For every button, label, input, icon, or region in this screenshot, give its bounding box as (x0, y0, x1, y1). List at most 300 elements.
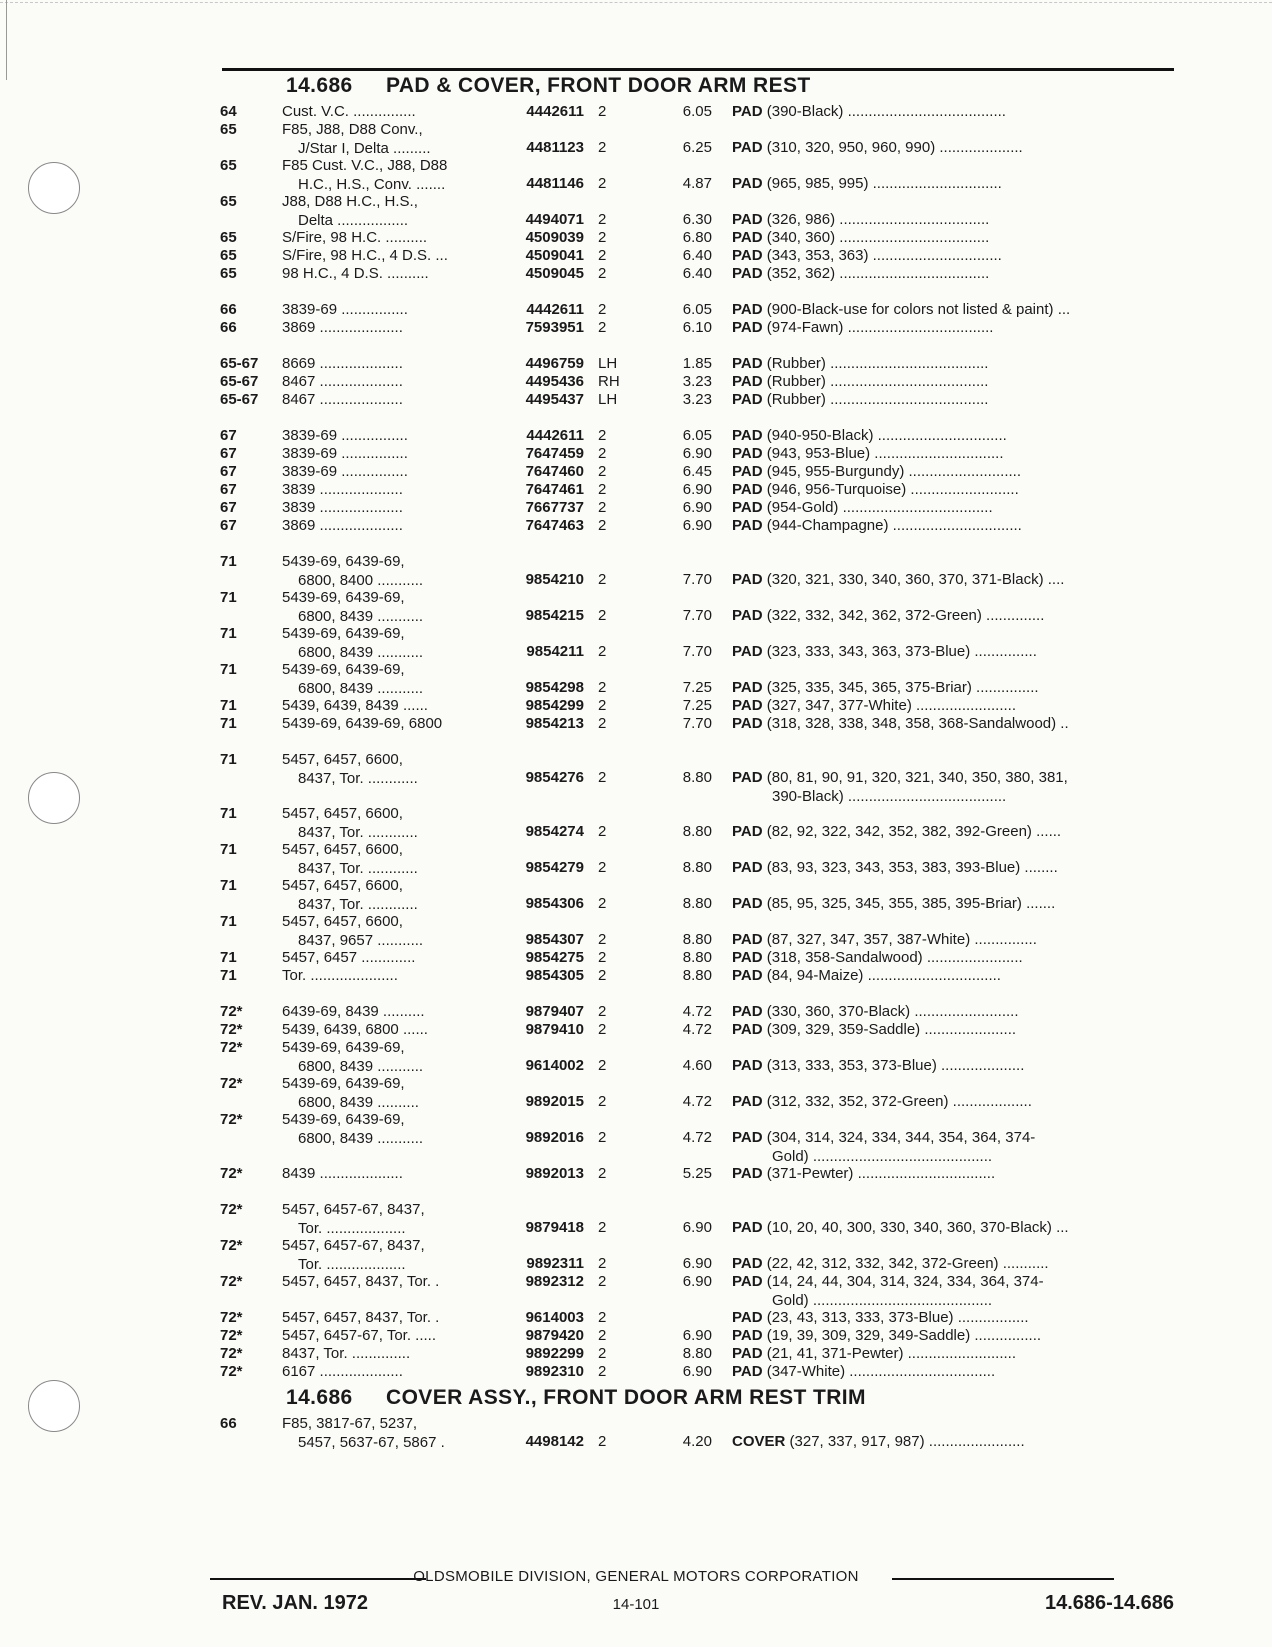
model-line: 98 H.C., 4 D.S. .......... (282, 265, 429, 282)
description-line: (318, 328, 338, 348, 358, 368-Sandalwood) .. (762, 715, 1069, 732)
description (732, 318, 1172, 337)
price: 7.25 (682, 697, 712, 714)
model-application (282, 462, 494, 481)
model-year: 71 (220, 697, 237, 714)
quantity: 2 (598, 481, 607, 498)
table-row (0, 624, 1272, 662)
table-row (0, 1110, 1272, 1165)
model-line: 6800, 8400 ........... (298, 572, 424, 589)
description (732, 714, 1172, 733)
part-number: 9892310 (525, 1363, 584, 1380)
part-name: PAD (732, 1057, 763, 1074)
price: 7.70 (682, 607, 712, 624)
part-number: 9892311 (526, 1255, 584, 1272)
model-application (282, 1414, 494, 1452)
quantity: 2 (598, 967, 607, 984)
quantity: 2 (598, 1327, 607, 1344)
section-number: 14.686 (286, 1386, 353, 1409)
quantity: 2 (598, 607, 607, 624)
model-line: 3839-69 ................ (282, 463, 408, 480)
model-year: 67 (220, 463, 237, 480)
description-line: (940-950-Black) ............................... (762, 427, 1007, 444)
description (732, 516, 1172, 535)
description (732, 1344, 1172, 1363)
model-line: 5439-69, 6439-69, (282, 1039, 405, 1056)
part-name: PAD (732, 517, 763, 534)
model-line: 8437, Tor. .............. (282, 1345, 411, 1362)
model-application (282, 372, 494, 391)
description-line: (390-Black) ...................................... (762, 103, 1006, 120)
description-line: (80, 81, 90, 91, 320, 321, 340, 350, 380, 381, (762, 769, 1068, 786)
price: 8.80 (682, 967, 712, 984)
description (732, 1092, 1172, 1111)
section-title (286, 74, 811, 98)
description (732, 462, 1172, 481)
description-line: (313, 333, 353, 373-Blue) .................... (762, 1057, 1025, 1074)
table-row (0, 912, 1272, 950)
quantity: 2 (598, 1165, 607, 1182)
description-line: (347-White) ................................... (762, 1363, 996, 1380)
table-row (0, 264, 1272, 302)
footer-company: OLDSMOBILE DIVISION, GENERAL MOTORS CORPORATION (413, 1568, 859, 1585)
model-year: 65 (220, 265, 237, 282)
part-number: 9854210 (525, 571, 584, 588)
part-name: PAD (732, 643, 763, 660)
table-row (0, 120, 1272, 158)
description (732, 1254, 1172, 1273)
model-application (282, 750, 494, 788)
model-line: 5457, 5637-67, 5867 . (298, 1434, 445, 1451)
part-name: PAD (732, 949, 763, 966)
description-line: (19, 39, 309, 329, 349-Saddle) ................ (762, 1327, 1042, 1344)
quantity: 2 (598, 1057, 607, 1074)
model-year: 72* (220, 1273, 243, 1290)
description (732, 678, 1172, 697)
model-line: 5457, 6457 ............. (282, 949, 416, 966)
quantity: 2 (598, 211, 607, 228)
model-year: 67 (220, 499, 237, 516)
description-line: (371-Pewter) ................................. (762, 1165, 996, 1182)
description-line: (343, 353, 363) ............................... (762, 247, 1002, 264)
model-year: 71 (220, 967, 237, 984)
part-name: PAD (732, 373, 763, 390)
model-application (282, 300, 494, 319)
model-application (282, 246, 494, 265)
model-line: F85, 3817-67, 5237, (282, 1415, 418, 1432)
price: 6.80 (682, 229, 712, 246)
model-application (282, 516, 494, 535)
description-line: (965, 985, 995) ............................... (762, 175, 1002, 192)
price: 4.20 (682, 1433, 712, 1450)
description-line: (85, 95, 325, 345, 355, 385, 395-Briar) ....... (762, 895, 1056, 912)
model-line: 8467 .................... (282, 373, 403, 390)
part-number: 7647459 (525, 445, 584, 462)
description-line: (320, 321, 330, 340, 360, 370, 371-Black) .... (762, 571, 1065, 588)
part-number: 4496759 (525, 355, 584, 372)
description (732, 696, 1172, 715)
quantity: 2 (598, 175, 607, 192)
quantity: 2 (598, 445, 607, 462)
model-application (282, 552, 494, 590)
price: 6.05 (682, 103, 712, 120)
part-number: 9854299 (525, 697, 584, 714)
model-application (282, 1038, 494, 1076)
description-line: (352, 362) .................................... (762, 265, 990, 282)
part-name: PAD (732, 895, 763, 912)
model-line: 3839 .................... (282, 499, 403, 516)
model-application (282, 948, 494, 967)
model-year: 72* (220, 1237, 243, 1254)
model-application (282, 102, 494, 121)
model-year: 67 (220, 517, 237, 534)
model-line: 5457, 6457, 6600, (282, 913, 403, 930)
part-number: 4495436 (525, 373, 584, 390)
description-line: (14, 24, 44, 304, 314, 324, 334, 364, 374- (762, 1273, 1044, 1290)
model-year: 71 (220, 949, 237, 966)
description-line: (23, 43, 313, 333, 373-Blue) ................. (762, 1309, 1029, 1326)
price: 4.87 (682, 175, 712, 192)
model-line: 6439-69, 8439 .......... (282, 1003, 425, 1020)
description-line: (312, 332, 352, 372-Green) ................... (762, 1093, 1032, 1110)
description-line: (325, 335, 345, 365, 375-Briar) ............... (762, 679, 1039, 696)
part-name: PAD (732, 1309, 763, 1326)
model-line: 8439 .................... (282, 1165, 403, 1182)
description (732, 1020, 1172, 1039)
model-year: 72* (220, 1039, 243, 1056)
table-row (0, 1038, 1272, 1076)
description-line: (Rubber) ...................................... (762, 391, 989, 408)
part-name: PAD (732, 823, 763, 840)
description (732, 1362, 1172, 1381)
price: 7.70 (682, 571, 712, 588)
description (732, 966, 1172, 985)
model-line: 5457, 6457, 6600, (282, 841, 403, 858)
description (732, 1432, 1172, 1451)
top-rule (222, 68, 1174, 71)
description (732, 444, 1172, 463)
model-application (282, 1164, 494, 1183)
quantity: 2 (598, 643, 607, 660)
model-year: 72* (220, 1075, 243, 1092)
quantity: 2 (598, 1021, 607, 1038)
model-year: 65 (220, 157, 237, 174)
model-year: 65 (220, 247, 237, 264)
model-year: 65 (220, 121, 237, 138)
model-line: 3839-69 ................ (282, 445, 408, 462)
part-name: PAD (732, 1219, 763, 1236)
price: 8.80 (682, 823, 712, 840)
description (732, 768, 1172, 806)
description-line: (310, 320, 950, 960, 990) .................... (762, 139, 1023, 156)
price: 6.05 (682, 301, 712, 318)
table-row (0, 588, 1272, 626)
model-year: 71 (220, 805, 237, 822)
part-name: PAD (732, 1273, 763, 1290)
table-row (0, 318, 1272, 356)
model-application (282, 1362, 494, 1381)
description-line: (327, 337, 917, 987) ....................... (785, 1433, 1025, 1450)
price: 4.72 (682, 1093, 712, 1110)
model-application (282, 1200, 494, 1238)
description (732, 480, 1172, 499)
model-year: 71 (220, 589, 237, 606)
quantity: 2 (598, 1003, 607, 1020)
price: 8.80 (682, 949, 712, 966)
quantity: LH (598, 355, 618, 372)
part-number: 9854215 (525, 607, 584, 624)
quantity: 2 (598, 1129, 607, 1146)
model-year: 65-67 (220, 391, 259, 408)
table-row (0, 1074, 1272, 1112)
quantity: 2 (598, 697, 607, 714)
model-application (282, 1326, 494, 1345)
section-title (286, 1386, 866, 1410)
table-row (0, 156, 1272, 194)
part-number: 9854213 (525, 715, 584, 732)
description-line: (Rubber) ...................................... (762, 355, 989, 372)
model-year: 71 (220, 625, 237, 642)
part-name: PAD (732, 571, 763, 588)
model-application (282, 228, 494, 247)
model-line: Tor. ..................... (282, 967, 398, 984)
description (732, 372, 1172, 391)
quantity: 2 (598, 679, 607, 696)
model-line: 5439-69, 6439-69, (282, 553, 405, 570)
part-number: 9892299 (525, 1345, 584, 1362)
description-line: (22, 42, 312, 332, 342, 372-Green) ........... (762, 1255, 1049, 1272)
description-line: Gold) ........................................... (772, 1148, 993, 1165)
model-application (282, 714, 494, 733)
model-line: 8437, Tor. ............ (298, 770, 418, 787)
description-line: (974-Fawn) ................................... (762, 319, 994, 336)
description-line: (944-Champagne) ............................... (762, 517, 1022, 534)
part-name: PAD (732, 697, 763, 714)
part-number: 9892013 (525, 1165, 584, 1182)
part-number: 7593951 (525, 319, 584, 336)
model-year: 67 (220, 427, 237, 444)
part-name: PAD (732, 1327, 763, 1344)
price: 4.60 (682, 1057, 712, 1074)
model-year: 65 (220, 193, 237, 210)
quantity: 2 (598, 1433, 607, 1450)
model-line: 5439-69, 6439-69, (282, 1111, 405, 1128)
quantity: 2 (598, 463, 607, 480)
part-name: PAD (732, 229, 763, 246)
part-number: 4481123 (526, 139, 584, 156)
model-application (282, 804, 494, 842)
table-row (0, 840, 1272, 878)
quantity: 2 (598, 1309, 607, 1326)
model-application (282, 624, 494, 662)
part-number: 9879407 (525, 1003, 584, 1020)
price: 6.90 (682, 481, 712, 498)
part-name: PAD (732, 391, 763, 408)
description (732, 354, 1172, 373)
part-name: PAD (732, 967, 763, 984)
part-name: PAD (732, 175, 763, 192)
description (732, 822, 1172, 841)
table-row (0, 804, 1272, 842)
part-number: 9879418 (525, 1219, 584, 1236)
model-line: S/Fire, 98 H.C., 4 D.S. ... (282, 247, 448, 264)
model-year: 65 (220, 229, 237, 246)
model-line: Delta ................. (298, 212, 409, 229)
model-line: 5457, 6457, 8437, Tor. . (282, 1309, 440, 1326)
part-name: PAD (732, 1255, 763, 1272)
price: 6.05 (682, 427, 712, 444)
description-line: (304, 314, 324, 334, 344, 354, 364, 374- (762, 1129, 1036, 1146)
model-line: 8437, Tor. ............ (298, 824, 418, 841)
part-name: PAD (732, 715, 763, 732)
model-line: 5457, 6457, 6600, (282, 805, 403, 822)
model-line: 6800, 8439 .......... (298, 1094, 419, 1111)
part-name: PAD (732, 319, 763, 336)
part-name: PAD (732, 859, 763, 876)
description (732, 228, 1172, 247)
part-name: PAD (732, 769, 763, 786)
description-line: (946, 956-Turquoise) .......................... (762, 481, 1019, 498)
description-line: (326, 986) .................................... (762, 211, 990, 228)
table-row (0, 390, 1272, 428)
description-line: (82, 92, 322, 342, 352, 382, 392-Green) ...... (762, 823, 1062, 840)
model-line: 8467 .................... (282, 391, 403, 408)
part-name: PAD (732, 679, 763, 696)
model-line: J/Star I, Delta ......... (298, 140, 431, 157)
quantity: 2 (598, 895, 607, 912)
description (732, 948, 1172, 967)
part-number: 4442611 (526, 301, 584, 318)
model-line: 5457, 6457-67, 8437, (282, 1237, 425, 1254)
part-number: 7647463 (525, 517, 584, 534)
part-number: 9614003 (525, 1309, 584, 1326)
table-row (0, 516, 1272, 554)
part-number: 7647460 (525, 463, 584, 480)
part-name: PAD (732, 1003, 763, 1020)
table-row (0, 750, 1272, 805)
model-line: 5439-69, 6439-69, (282, 1075, 405, 1092)
part-number: 4498142 (525, 1433, 584, 1450)
description (732, 300, 1172, 319)
price: 6.30 (682, 211, 712, 228)
price: 3.23 (682, 373, 712, 390)
model-application (282, 120, 494, 158)
section-name: PAD & COVER, FRONT DOOR ARM REST (386, 74, 811, 97)
model-line: 5457, 6457-67, Tor. ..... (282, 1327, 436, 1344)
model-line: 5439-69, 6439-69, (282, 661, 405, 678)
quantity: 2 (598, 1093, 607, 1110)
description (732, 174, 1172, 193)
table-row (0, 1200, 1272, 1238)
description-line: (87, 327, 347, 357, 387-White) ............... (762, 931, 1037, 948)
model-year: 72* (220, 1021, 243, 1038)
part-number: 4442611 (526, 427, 584, 444)
quantity: 2 (598, 301, 607, 318)
part-name: COVER (732, 1433, 786, 1450)
model-line: 6800, 8439 ........... (298, 644, 424, 661)
price: 6.40 (682, 265, 712, 282)
part-number: 4509039 (525, 229, 584, 246)
model-year: 72* (220, 1309, 243, 1326)
model-application (282, 912, 494, 950)
table-row (0, 1414, 1272, 1452)
model-line: Tor. ................... (298, 1256, 406, 1273)
model-application (282, 426, 494, 445)
price: 6.90 (682, 1273, 712, 1290)
part-name: PAD (732, 1093, 763, 1110)
table-row (0, 660, 1272, 698)
model-line: 5439-69, 6439-69, (282, 625, 405, 642)
model-year: 71 (220, 751, 237, 768)
part-name: PAD (732, 1345, 763, 1362)
model-year: 67 (220, 445, 237, 462)
model-line: J88, D88 H.C., H.S., (282, 193, 418, 210)
section-range: 14.686-14.686 (1044, 1592, 1174, 1614)
part-name: PAD (732, 481, 763, 498)
model-year: 71 (220, 661, 237, 678)
model-application (282, 192, 494, 230)
part-name: PAD (732, 139, 763, 156)
description (732, 1218, 1172, 1237)
part-name: PAD (732, 1021, 763, 1038)
description (732, 498, 1172, 517)
quantity: 2 (598, 1219, 607, 1236)
quantity: 2 (598, 1345, 607, 1362)
model-application (282, 1074, 494, 1112)
price: 8.80 (682, 895, 712, 912)
quantity: 2 (598, 499, 607, 516)
model-line: F85, J88, D88 Conv., (282, 121, 423, 138)
scan-border-left (6, 0, 7, 80)
section-name: COVER ASSY., FRONT DOOR ARM REST TRIM (386, 1386, 866, 1409)
price: 4.72 (682, 1021, 712, 1038)
model-line: 6800, 8439 ........... (298, 1130, 424, 1147)
part-number: 9854279 (525, 859, 584, 876)
model-year: 66 (220, 1415, 237, 1432)
model-year: 71 (220, 913, 237, 930)
price: 4.72 (682, 1003, 712, 1020)
quantity: RH (598, 373, 620, 390)
price: 6.90 (682, 1327, 712, 1344)
description (732, 1272, 1172, 1310)
part-number: 4481146 (526, 175, 584, 192)
part-number: 9892015 (525, 1093, 584, 1110)
price: 8.80 (682, 931, 712, 948)
table-row (0, 1236, 1272, 1274)
model-application (282, 966, 494, 985)
price: 7.25 (682, 679, 712, 696)
model-year: 66 (220, 319, 237, 336)
model-line: 6800, 8439 ........... (298, 608, 424, 625)
description (732, 894, 1172, 913)
price: 6.90 (682, 499, 712, 516)
quantity: 2 (598, 1255, 607, 1272)
part-name: PAD (732, 1165, 763, 1182)
description-line: (83, 93, 323, 343, 353, 383, 393-Blue) ........ (762, 859, 1058, 876)
model-year: 72* (220, 1111, 243, 1128)
model-line: S/Fire, 98 H.C. .......... (282, 229, 428, 246)
model-year: 72* (220, 1003, 243, 1020)
model-year: 67 (220, 481, 237, 498)
model-line: 5457, 6457-67, 8437, (282, 1201, 425, 1218)
model-line: 3869 .................... (282, 319, 403, 336)
quantity: 2 (598, 769, 607, 786)
part-number: 7647461 (525, 481, 584, 498)
quantity: 2 (598, 715, 607, 732)
description-line: (327, 347, 377-White) ........................ (762, 697, 1016, 714)
model-application (282, 390, 494, 409)
quantity: 2 (598, 571, 607, 588)
table-row (0, 1272, 1272, 1310)
